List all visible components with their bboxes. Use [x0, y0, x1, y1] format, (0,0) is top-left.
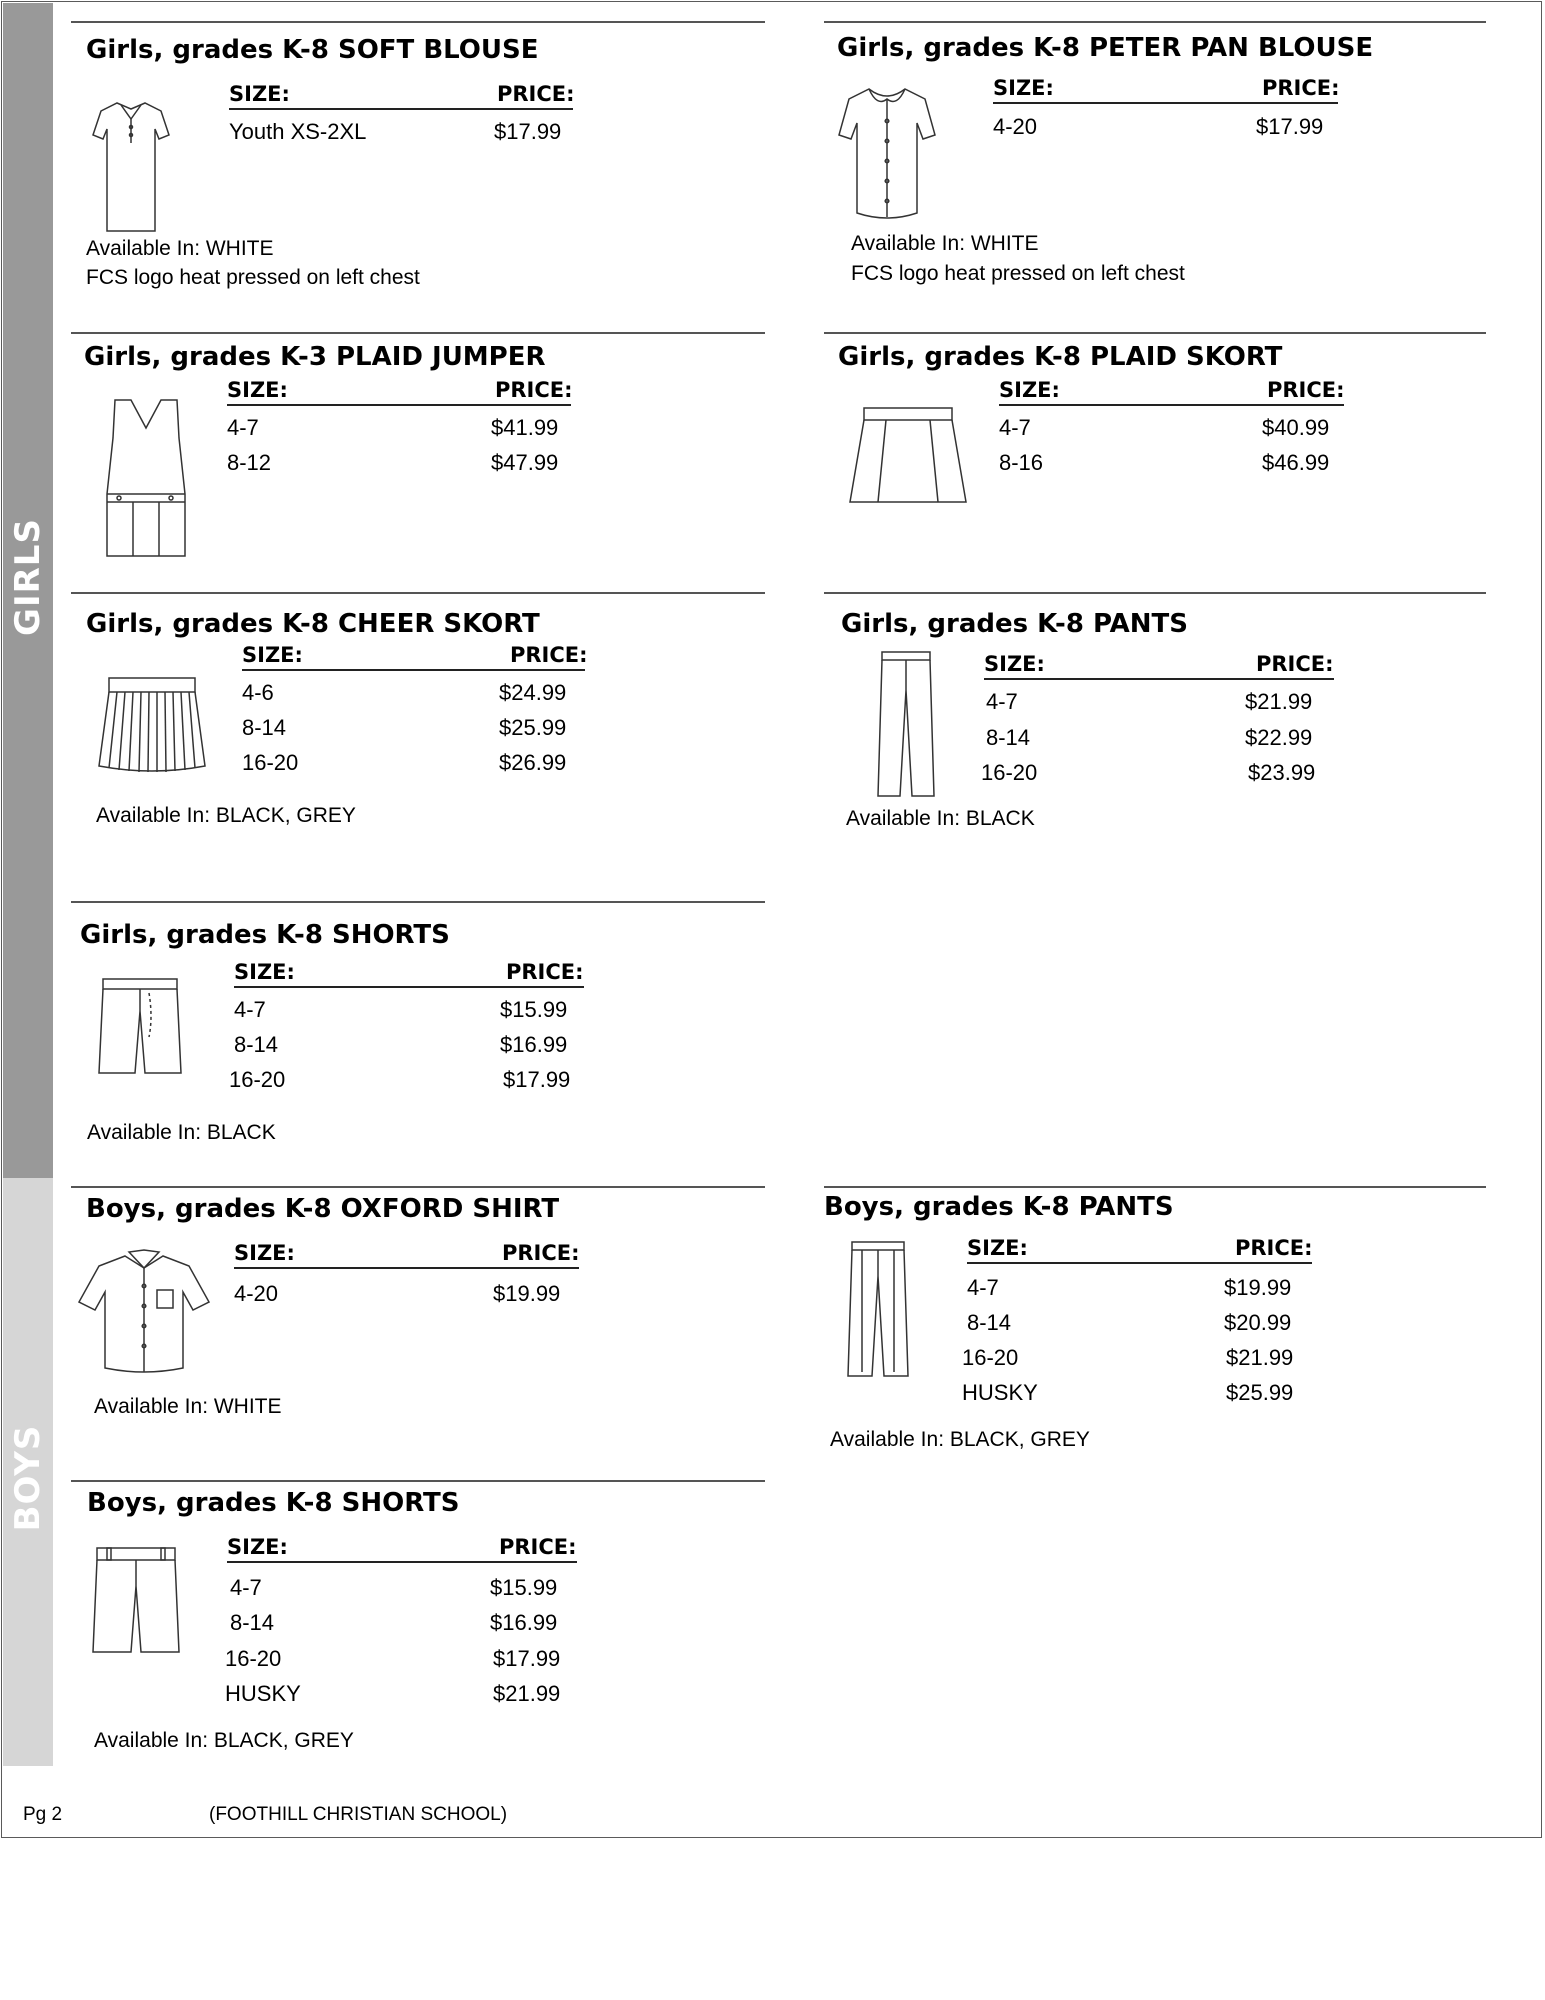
logo-note: FCS logo heat pressed on left chest	[86, 266, 420, 289]
section-rule	[71, 1186, 765, 1188]
size-value: 8-14	[967, 1310, 1012, 1335]
price-header: PRICE:	[510, 643, 588, 667]
size-header: SIZE:	[234, 1241, 295, 1265]
header-underline	[234, 986, 584, 988]
school-name: (FOOTHILL CHRISTIAN SCHOOL)	[209, 1804, 508, 1825]
header-underline	[242, 669, 585, 671]
size-value: HUSKY	[962, 1380, 1038, 1405]
item-title: Girls, grades K-8 PANTS	[841, 609, 1188, 639]
section-rule	[824, 332, 1486, 334]
jumper-icon	[101, 398, 191, 558]
price-value: $19.99	[1224, 1275, 1292, 1300]
size-value: 16-20	[229, 1067, 286, 1092]
section-rule	[71, 21, 765, 23]
size-value: 8-16	[999, 450, 1044, 475]
price-header: PRICE:	[1262, 76, 1340, 100]
section-rule	[824, 21, 1486, 23]
price-header: PRICE:	[495, 378, 573, 402]
size-value: 4-7	[227, 415, 259, 440]
section-rule	[824, 1186, 1486, 1188]
price-header: PRICE:	[1267, 378, 1345, 402]
oxford-shirt-icon	[77, 1246, 211, 1374]
price-header: PRICE:	[1256, 652, 1334, 676]
price-value: $22.99	[1245, 725, 1313, 750]
boys-band-label: BOYS	[8, 1424, 48, 1532]
item-title: Girls, grades K-8 SHORTS	[80, 920, 450, 950]
price-header: PRICE:	[502, 1241, 580, 1265]
size-header: SIZE:	[229, 82, 290, 106]
header-underline	[993, 102, 1338, 104]
section-rule	[71, 1480, 765, 1482]
blouse-icon	[91, 93, 171, 233]
size-value: 4-6	[242, 680, 274, 705]
price-value: $21.99	[1245, 689, 1313, 714]
price-header: PRICE:	[506, 960, 584, 984]
availability-note: Available In: WHITE	[94, 1395, 282, 1418]
item-title: Girls, grades K-8 PLAID SKORT	[838, 342, 1283, 372]
header-underline	[967, 1262, 1312, 1264]
size-value: 16-20	[242, 750, 299, 775]
price-value: $16.99	[490, 1610, 558, 1635]
availability-note: Available In: BLACK	[846, 807, 1035, 830]
size-value: 4-20	[234, 1281, 279, 1306]
size-header: SIZE:	[227, 378, 288, 402]
size-header: SIZE:	[227, 1535, 288, 1559]
size-value: 4-7	[230, 1575, 262, 1600]
cheer-skort-icon	[97, 676, 207, 776]
availability-note: Available In: WHITE	[851, 232, 1039, 255]
boys-band	[3, 1178, 53, 1766]
price-value: $17.99	[493, 1646, 561, 1671]
price-header: PRICE:	[497, 82, 575, 106]
price-value: $40.99	[1262, 415, 1330, 440]
price-value: $20.99	[1224, 1310, 1292, 1335]
size-value: 4-7	[999, 415, 1031, 440]
header-underline	[234, 1267, 579, 1269]
peter-pan-blouse-icon	[837, 77, 937, 219]
availability-note: Available In: WHITE	[86, 237, 274, 260]
price-value: $19.99	[493, 1281, 561, 1306]
page-number: Pg 2	[23, 1804, 63, 1825]
size-value: 8-12	[227, 450, 272, 475]
size-value: HUSKY	[225, 1681, 301, 1706]
price-value: $26.99	[499, 750, 567, 775]
girls-band-label: GIRLS	[8, 518, 48, 636]
size-value: 8-14	[234, 1032, 279, 1057]
price-value: $17.99	[1256, 114, 1324, 139]
price-header: PRICE:	[499, 1535, 577, 1559]
boys-pants-icon	[846, 1240, 910, 1380]
size-header: SIZE:	[993, 76, 1054, 100]
price-value: $16.99	[500, 1032, 568, 1057]
skort-icon	[848, 406, 968, 506]
price-value: $17.99	[503, 1067, 571, 1092]
size-header: SIZE:	[242, 643, 303, 667]
size-value: 16-20	[962, 1345, 1019, 1370]
size-value: 8-14	[242, 715, 287, 740]
size-value: 8-14	[230, 1610, 275, 1635]
section-rule	[824, 592, 1486, 594]
price-value: $46.99	[1262, 450, 1330, 475]
item-title: Boys, grades K-8 SHORTS	[87, 1488, 460, 1518]
header-underline	[227, 404, 571, 406]
price-value: $47.99	[491, 450, 559, 475]
section-rule	[71, 332, 765, 334]
size-value: 4-7	[234, 997, 266, 1022]
header-underline	[999, 404, 1344, 406]
section-rule	[71, 592, 765, 594]
header-underline	[227, 1561, 577, 1563]
size-header: SIZE:	[999, 378, 1060, 402]
size-value: 4-7	[986, 689, 1018, 714]
size-value: 4-7	[967, 1275, 999, 1300]
size-value: 16-20	[981, 760, 1038, 785]
availability-note: Available In: BLACK, GREY	[96, 804, 356, 827]
header-underline	[984, 678, 1334, 680]
price-value: $15.99	[490, 1575, 558, 1600]
availability-note: Available In: BLACK, GREY	[830, 1428, 1090, 1451]
size-value: 4-20	[993, 114, 1038, 139]
item-title: Girls, grades K-3 PLAID JUMPER	[84, 342, 546, 372]
size-value: Youth XS-2XL	[229, 119, 367, 144]
price-value: $15.99	[500, 997, 568, 1022]
price-value: $24.99	[499, 680, 567, 705]
price-value: $23.99	[1248, 760, 1316, 785]
item-title: Boys, grades K-8 OXFORD SHIRT	[86, 1194, 560, 1224]
shorts-icon	[97, 977, 183, 1077]
availability-note: Available In: BLACK, GREY	[94, 1729, 354, 1752]
item-title: Boys, grades K-8 PANTS	[824, 1192, 1174, 1222]
header-underline	[229, 108, 573, 110]
price-value: $41.99	[491, 415, 559, 440]
girls-band	[3, 3, 53, 1178]
size-value: 8-14	[986, 725, 1031, 750]
boys-shorts-icon	[91, 1546, 181, 1658]
size-value: 16-20	[225, 1646, 282, 1671]
size-header: SIZE:	[984, 652, 1045, 676]
price-value: $25.99	[499, 715, 567, 740]
item-title: Girls, grades K-8 CHEER SKORT	[86, 609, 540, 639]
section-rule	[71, 901, 765, 903]
size-header: SIZE:	[967, 1236, 1028, 1260]
price-value: $21.99	[493, 1681, 561, 1706]
pants-icon	[876, 650, 936, 800]
item-title: Girls, grades K-8 PETER PAN BLOUSE	[837, 33, 1374, 63]
size-header: SIZE:	[234, 960, 295, 984]
price-value: $21.99	[1226, 1345, 1294, 1370]
price-header: PRICE:	[1235, 1236, 1313, 1260]
price-value: $17.99	[494, 119, 562, 144]
price-value: $25.99	[1226, 1380, 1294, 1405]
item-title: Girls, grades K-8 SOFT BLOUSE	[86, 35, 539, 65]
logo-note: FCS logo heat pressed on left chest	[851, 262, 1185, 285]
availability-note: Available In: BLACK	[87, 1121, 276, 1144]
